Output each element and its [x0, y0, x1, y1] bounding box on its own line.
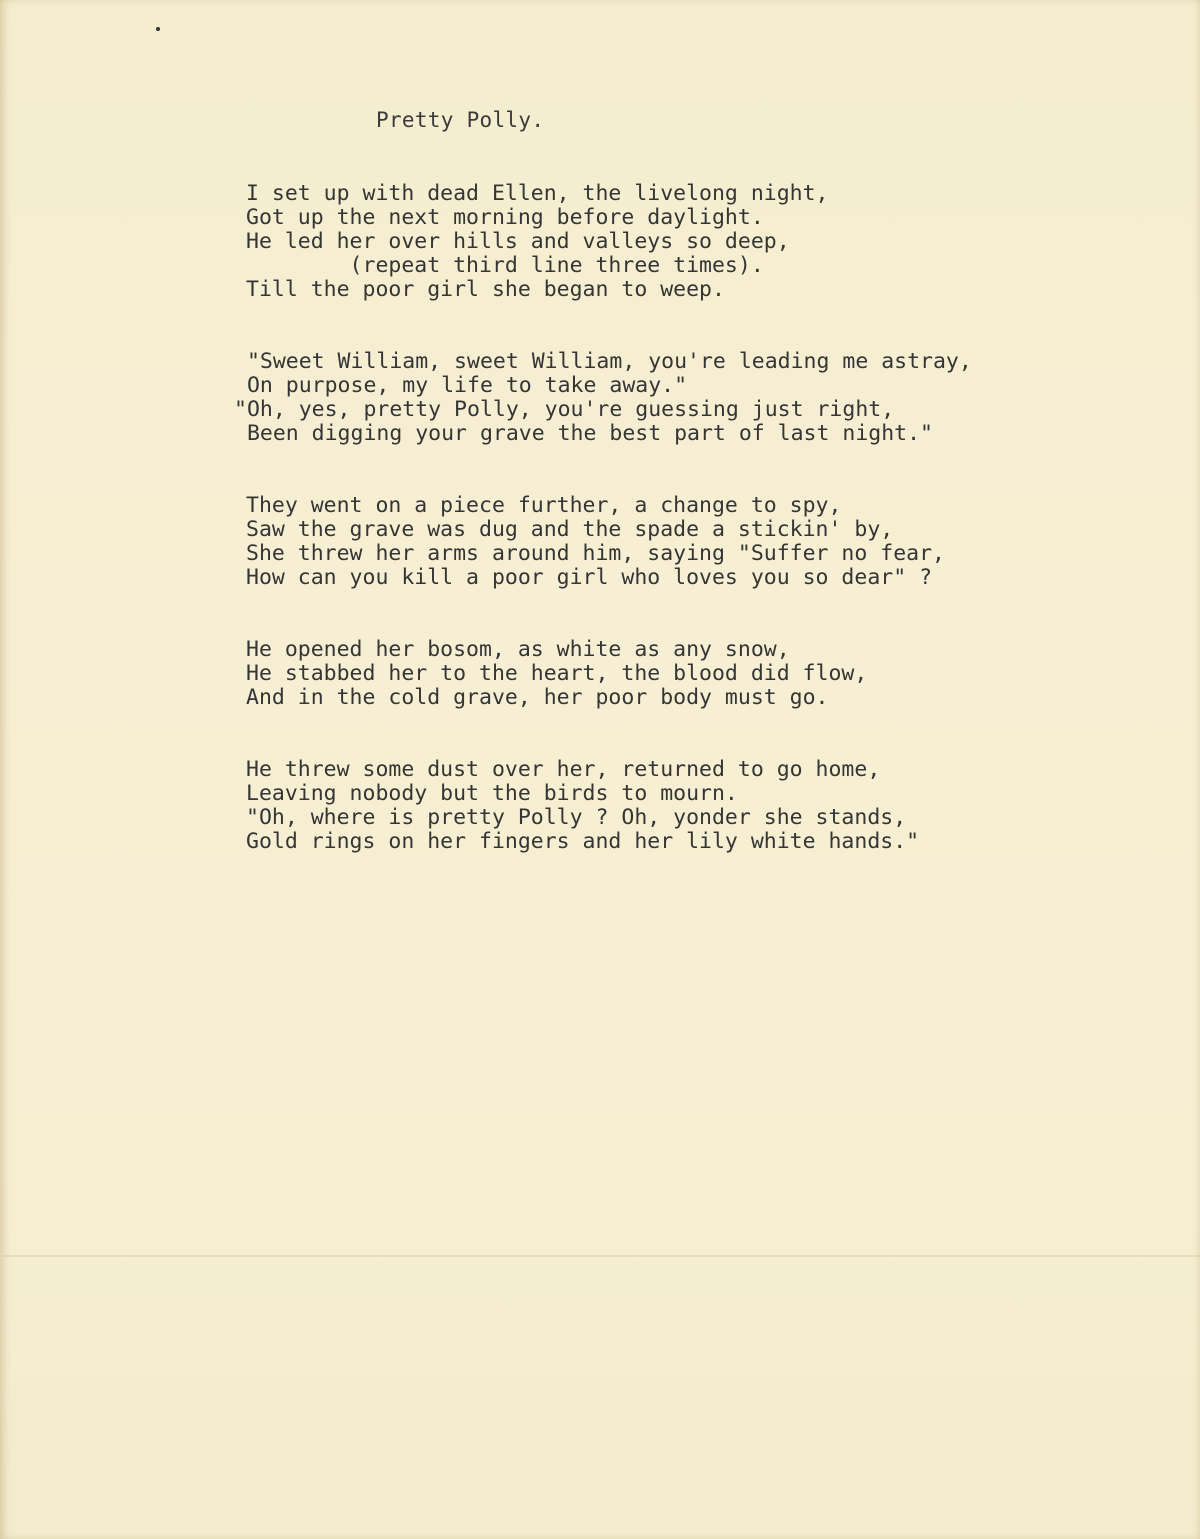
- poem-line: They went on a piece further, a change to spy,: [246, 493, 842, 518]
- poem-line: He stabbed her to the heart, the blood did flow,: [246, 661, 868, 686]
- poem-title: Pretty Polly.: [376, 108, 545, 132]
- poem-line: Till the poor girl she began to weep.: [246, 277, 725, 302]
- poem-line: On purpose, my life to take away.": [234, 373, 688, 398]
- poem-line: She threw her arms around him, saying "Suffer no fear,: [246, 541, 945, 566]
- poem-line: Got up the next morning before daylight.: [246, 205, 764, 230]
- poem-line: He opened her bosom, as white as any snow,: [246, 637, 790, 662]
- poem-line: Gold rings on her fingers and her lily white hands.": [246, 829, 920, 854]
- poem-line: I set up with dead Ellen, the livelong night,: [246, 181, 829, 206]
- poem-line: "Oh, yes, pretty Polly, you're guessing just right,: [234, 397, 895, 422]
- paper-fold-line: [0, 1255, 1200, 1257]
- poem-line: How can you kill a poor girl who loves you so dear" ?: [246, 565, 933, 590]
- stanza-2: [234, 350, 972, 446]
- stanza-1: [246, 182, 828, 302]
- poem-line: Been digging your grave the best part of last night.": [234, 421, 933, 446]
- poem-line: He threw some dust over her, returned to go home,: [246, 757, 881, 782]
- poem-line: He led her over hills and valleys so deep,: [246, 229, 790, 254]
- stanza-4: [246, 638, 867, 710]
- poem-line: "Sweet William, sweet William, you're leading me astray,: [234, 349, 972, 374]
- poem-line: And in the cold grave, her poor body must go.: [246, 685, 829, 710]
- poem-line: Saw the grave was dug and the spade a stickin' by,: [246, 517, 894, 542]
- poem-line: Leaving nobody but the birds to mourn.: [246, 781, 738, 806]
- stanza-3: [246, 494, 945, 590]
- poem-line: (repeat third line three times).: [246, 253, 764, 278]
- stanza-5: [246, 758, 919, 854]
- ink-speck: [156, 27, 160, 31]
- poem-line: "Oh, where is pretty Polly ? Oh, yonder she stands,: [246, 805, 907, 830]
